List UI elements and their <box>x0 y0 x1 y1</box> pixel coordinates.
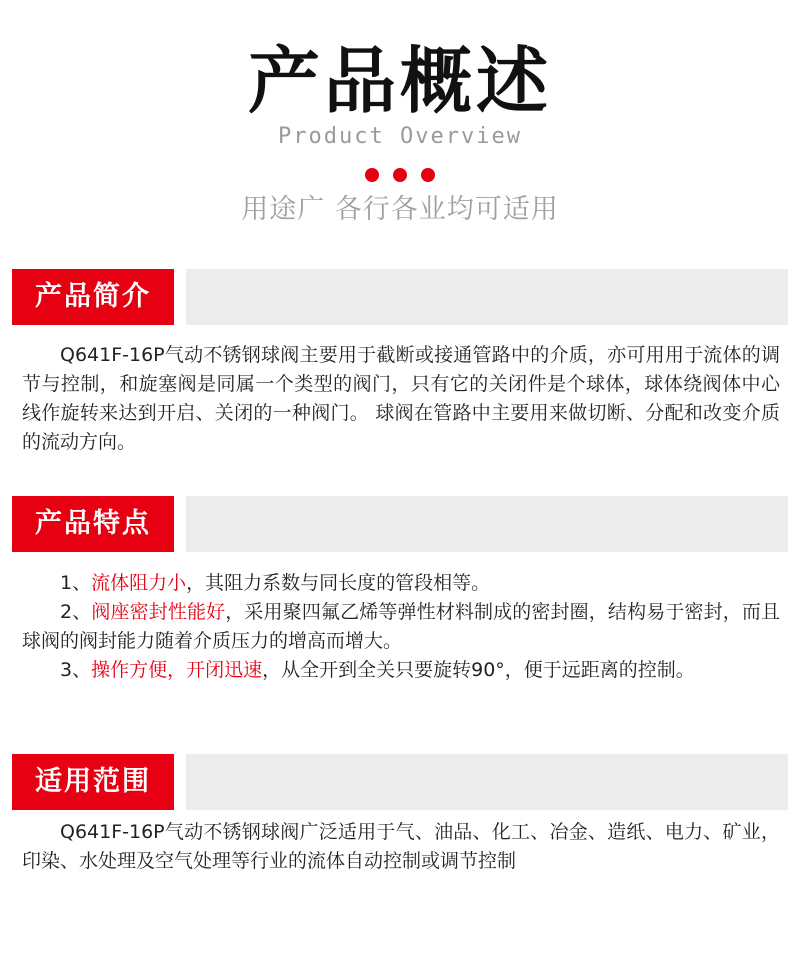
page-title: 产品概述 <box>247 39 552 123</box>
section-title-scope: 适用范围 <box>12 754 174 810</box>
intro-paragraph: Q641F-16P气动不锈钢球阀主要用于截断或接通管路中的介质，亦可用用于流体的调节与控制，和旋塞阀是同属一个类型的阀门，只有它的关闭件是个球体，球体绕阀体中心线作旋转来达到开启、关闭的一种阀门。 球阀在管路中主要用来做切断、分配和改变介质的流动方向。 <box>22 344 780 453</box>
feature-description: ，从全开到全关只要旋转90°，便于远距离的控制。 <box>262 659 695 681</box>
decorative-dots <box>0 168 800 182</box>
dot-icon <box>365 168 379 182</box>
feature-highlight: 阀座密封性能好 <box>91 601 226 623</box>
section-header-scope <box>12 754 788 810</box>
feature-item <box>22 598 780 656</box>
page-subtitle: Product Overview <box>278 124 522 149</box>
section-divider <box>174 269 186 325</box>
features-body <box>22 569 780 685</box>
intro-body <box>22 341 780 457</box>
feature-description: ，其阻力系数与同长度的管段相等。 <box>186 572 491 594</box>
section-title-features: 产品特点 <box>12 496 174 552</box>
section-title-intro: 产品简介 <box>12 269 174 325</box>
feature-description: ，采用聚四氟乙烯等弹性材料制成的密封圈，结构易于密封，而且球阀的阀封能力随着介质压力的增高而增大。 <box>22 601 780 652</box>
page-tagline: 用途广 各行各业均可适用 <box>241 194 559 225</box>
feature-number: 2、 <box>60 601 92 623</box>
dot-icon <box>393 168 407 182</box>
scope-paragraph: Q641F-16P气动不锈钢球阀广泛适用于气、油品、化工、冶金、造纸、电力、矿业，印染、水处理及空气处理等行业的流体自动控制或调节控制 <box>22 821 780 872</box>
dot-icon <box>421 168 435 182</box>
section-divider <box>174 496 186 552</box>
feature-number: 3、 <box>60 659 92 681</box>
feature-highlight: 操作方便，开闭迅速 <box>91 659 263 681</box>
feature-number: 1、 <box>60 572 92 594</box>
feature-item <box>22 569 780 598</box>
section-header-features <box>12 496 788 552</box>
scope-body <box>22 818 780 876</box>
section-divider <box>174 754 186 810</box>
section-header-intro <box>12 269 788 325</box>
feature-item <box>22 656 780 685</box>
feature-highlight: 流体阻力小 <box>91 572 187 594</box>
